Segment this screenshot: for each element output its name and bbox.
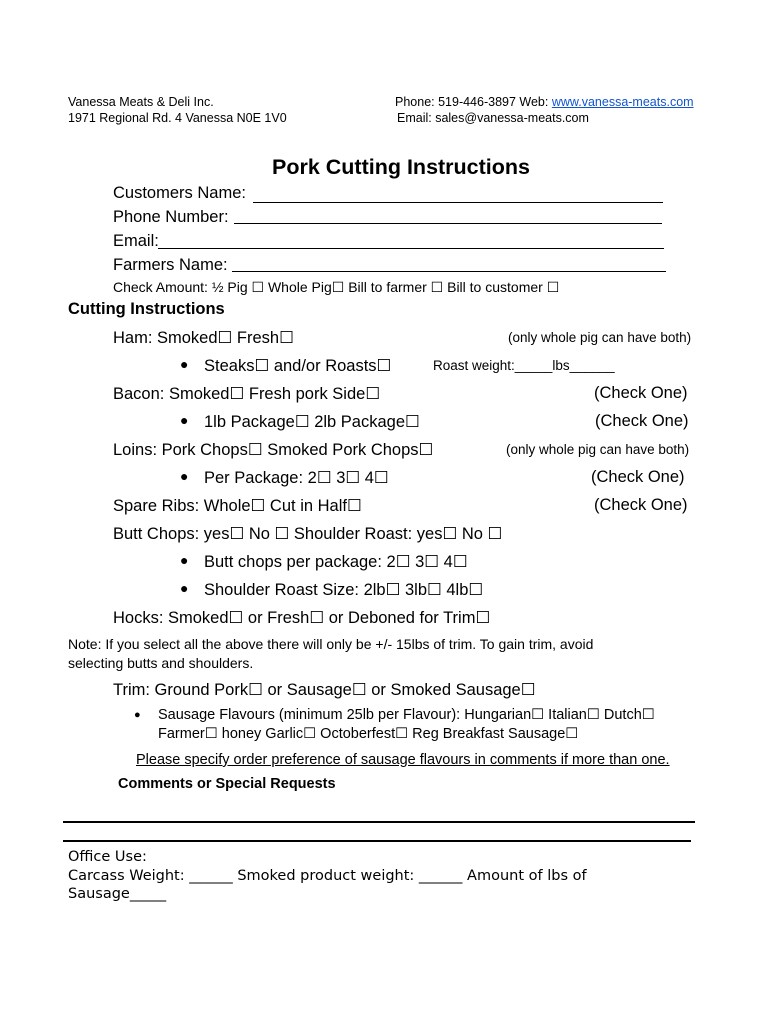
- company-address: 1971 Regional Rd. 4 Vanessa N0E 1V0: [68, 111, 287, 125]
- bacon-package-check-one: (Check One): [595, 412, 689, 430]
- bullet-icon: ●: [134, 709, 141, 721]
- loins-note: (only whole pig can have both): [506, 442, 690, 457]
- page-title: Pork Cutting Instructions: [272, 155, 530, 179]
- office-weights: Carcass Weight: ______ Smoked product weight: ______ Amount of lbs of: [68, 868, 587, 884]
- ham-note: (only whole pig can have both): [508, 330, 692, 345]
- bullet-icon: ●: [180, 580, 189, 596]
- comments-heading: Comments or Special Requests: [118, 776, 336, 792]
- bullet-icon: ●: [180, 356, 189, 372]
- note-line-1: Note: If you select all the above there will only be +/- 15lbs of trim. To gain trim, avoid: [68, 636, 594, 652]
- shoulder-roast-size[interactable]: Shoulder Roast Size: 2lb☐ 3lb☐ 4lb☐: [204, 581, 484, 599]
- email-field[interactable]: [158, 248, 664, 249]
- bacon-package[interactable]: 1lb Package☐ 2lb Package☐: [204, 413, 420, 431]
- specify-preference: Please specify order preference of sausage flavours in comments if more than one.: [136, 752, 670, 768]
- bullet-icon: ●: [180, 412, 189, 428]
- customer-name-field[interactable]: [253, 202, 663, 203]
- contact-email: Email: sales@vanessa-meats.com: [397, 111, 589, 125]
- phone-number-field[interactable]: [234, 223, 662, 224]
- note-line-2: selecting butts and shoulders.: [68, 655, 254, 671]
- bullet-icon: ●: [180, 468, 189, 484]
- cutting-instructions-heading: Cutting Instructions: [68, 300, 225, 318]
- farmers-name-field[interactable]: [232, 271, 666, 272]
- hocks-options[interactable]: Hocks: Smoked☐ or Fresh☐ or Deboned for Trim☐: [113, 609, 491, 627]
- farmers-name-label: Farmers Name:: [113, 256, 228, 274]
- spare-ribs-check-one: (Check One): [594, 496, 688, 514]
- comments-line-2[interactable]: [63, 840, 691, 842]
- phone-web-label: Phone: 519-446-3897 Web:: [395, 95, 552, 109]
- email-label: Email:: [113, 232, 159, 250]
- website-link[interactable]: www.vanessa-meats.com: [551, 95, 694, 109]
- bullet-icon: ●: [180, 552, 189, 568]
- loins-per-package[interactable]: Per Package: 2☐ 3☐ 4☐: [204, 469, 389, 487]
- trim-options[interactable]: Trim: Ground Pork☐ or Sausage☐ or Smoked Sausage☐: [113, 681, 536, 699]
- company-name: Vanessa Meats & Deli Inc.: [68, 95, 214, 109]
- customer-name-label: Customers Name:: [113, 184, 246, 202]
- check-amount-row[interactable]: Check Amount: ½ Pig ☐ Whole Pig☐ Bill to farmer ☐ Bill to customer ☐: [113, 279, 560, 295]
- ham-options[interactable]: Ham: Smoked☐ Fresh☐: [113, 329, 294, 347]
- office-use-label: Office Use:: [68, 849, 147, 865]
- sausage-flavours-2[interactable]: Farmer☐ honey Garlic☐ Octoberfest☐ Reg Breakfast Sausage☐: [158, 726, 579, 742]
- loins-options[interactable]: Loins: Pork Chops☐ Smoked Pork Chops☐: [113, 441, 434, 459]
- loins-check-one: (Check One): [591, 468, 685, 486]
- office-sausage: Sausage_____: [68, 886, 167, 902]
- bacon-options[interactable]: Bacon: Smoked☐ Fresh pork Side☐: [113, 385, 381, 403]
- ham-steaks-roasts[interactable]: Steaks☐ and/or Roasts☐: [204, 357, 392, 375]
- bacon-check-one: (Check One): [594, 384, 688, 402]
- contact-phone-web: [395, 95, 694, 109]
- butt-shoulder-options[interactable]: Butt Chops: yes☐ No ☐ Shoulder Roast: yes☐ No ☐: [113, 525, 503, 543]
- roast-weight[interactable]: Roast weight:_____lbs______: [433, 358, 615, 373]
- butt-chops-per-package[interactable]: Butt chops per package: 2☐ 3☐ 4☐: [204, 553, 468, 571]
- phone-number-label: Phone Number:: [113, 208, 229, 226]
- spare-ribs-options[interactable]: Spare Ribs: Whole☐ Cut in Half☐: [113, 497, 362, 515]
- sausage-flavours-1[interactable]: Sausage Flavours (minimum 25lb per Flavour): Hungarian☐ Italian☐ Dutch☐: [158, 707, 655, 723]
- comments-line-1[interactable]: [63, 821, 695, 823]
